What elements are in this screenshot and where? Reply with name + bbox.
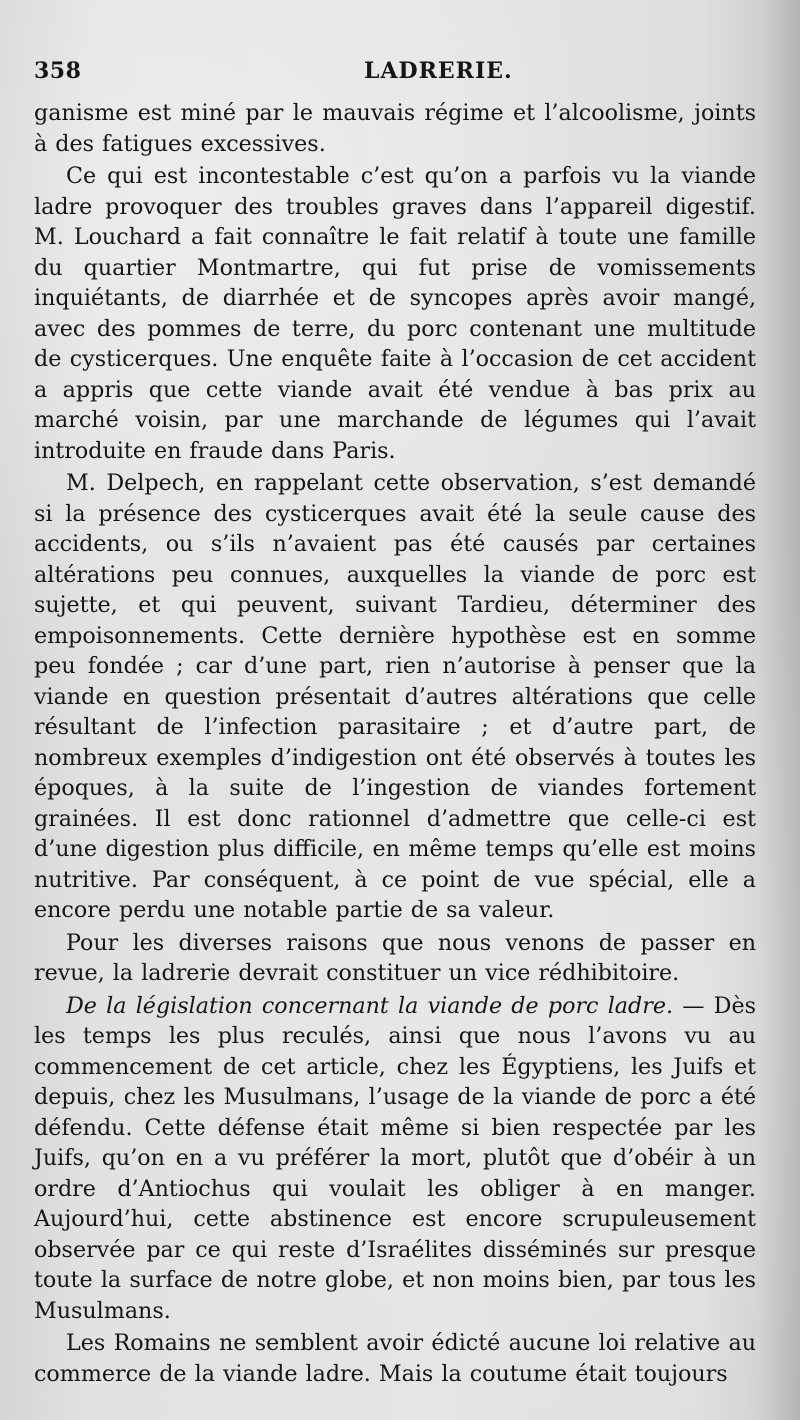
paragraph-continuation: ganisme est miné par le mauvais régime et l’alcoolisme, joints à des fatigues excessives. — [34, 100, 756, 157]
paragraph-romans: Les Romains ne semblent avoir édicté aucune loi relative au commerce de la viande ladre. Mais la coutume était toujours — [34, 1330, 756, 1387]
paragraph-digestive-troubles: Ce qui est incontestable c’est qu’on a parfois vu la viande ladre provoquer des troubles graves dans l’appareil digestif. M. Louchard a fait connaître le fait relatif à toute une famille du quartier Montmartre, qui fut prise de vomissements inquiétants, de diarrhée et de syncopes après avoir mangé, avec des pommes de terre, du porc contenant une multitude de cysticerques. Une enquête faite à l’occasion de cet accident a appris que cette viande avait été vendue à bas prix au marché voisin, par une marchande de légumes qui l’avait introduite en fraude dans Paris. — [34, 163, 756, 464]
page-header — [34, 58, 754, 88]
page-edge-shadow — [758, 0, 800, 1420]
page-body — [34, 98, 756, 1389]
paragraph-legislation — [34, 991, 756, 1327]
page-number: 358 — [34, 58, 82, 84]
paragraph-redhibitory-vice: Pour les diverses raisons que nous venons de passer en revue, la ladrerie devrait constituer un vice rédhibitoire. — [34, 929, 756, 986]
legislation-title: De la législation concernant la viande de porc ladre. — [66, 992, 674, 1019]
running-title: LADRERIE. — [364, 58, 513, 84]
legislation-body: — Dès les temps les plus reculés, ainsi que nous l’avons vu au commencement de cet article, chez les Égyptiens, les Juifs et depuis, chez les Musulmans, l’usage de la viande de porc a été défendu. Cette défense était même si bien respectée par les Juifs, qu’on en a vu préférer la mort, plutôt que d’obéir à un ordre d’Antiochus qui voulait les obliger à en manger. Aujourd’hui, cette abstinence est encore scrupuleusement observée par ce qui reste d’Israélites disséminés sur presque toute la surface de notre globe, et non moins bien, par tous les Musulmans. — [34, 992, 756, 1324]
paragraph-delpech: M. Delpech, en rappelant cette observation, s’est demandé si la présence des cysticerques avait été la seule cause des accidents, ou s’ils n’avaient pas été causés par certaines altérations peu connues, auxquelles la viande de porc est sujette, et qui peuvent, suivant Tardieu, déterminer des empoisonnements. Cette dernière hypothèse est en somme peu fondée ; car d’une part, rien n’autorise à penser que la viande en question présentait d’autres altérations que celle résultant de l’infection parasitaire ; et d’autre part, de nombreux exemples d’indigestion ont été observés à toutes les époques, à la suite de l’ingestion de viandes fortement grainées. Il est donc rationnel d’admettre que celle-ci est d’une digestion plus difficile, en même temps qu’elle est moins nutritive. Par conséquent, à ce point de vue spécial, elle a encore perdu une notable partie de sa valeur. — [34, 470, 756, 923]
